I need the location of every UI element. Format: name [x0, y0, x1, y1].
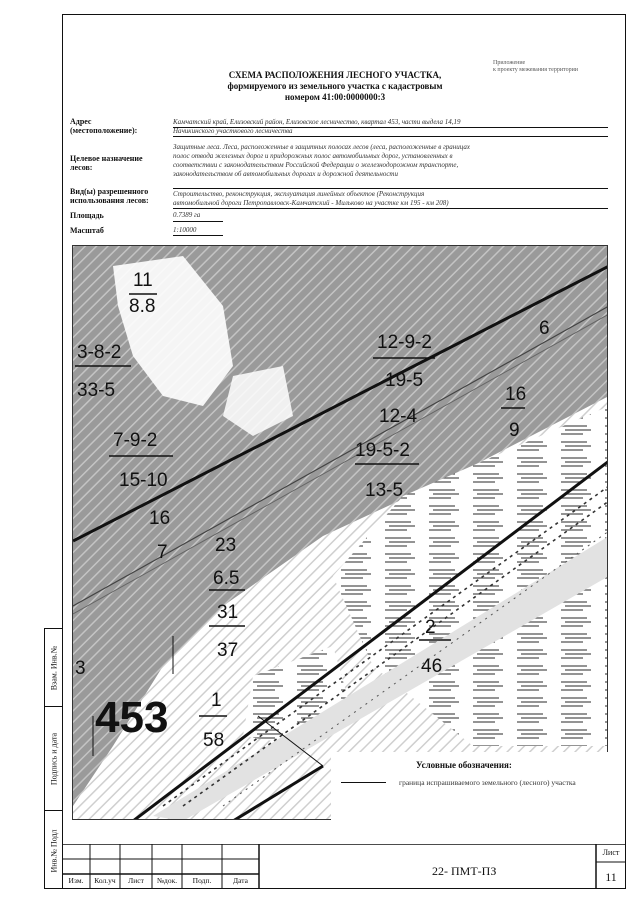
document-code: 22- ПМТ-ПЗ [432, 864, 497, 878]
purpose-value-line: законодательством об автомобильных дорогах и дорожной деятельности [173, 170, 398, 178]
address-label-line: Адрес [70, 117, 92, 126]
stand-label: 6.5 [213, 568, 240, 589]
side-stamp-strip [44, 628, 62, 889]
side-cell-label: Подпись и дата [49, 732, 58, 785]
address-label-line: (местоположение): [70, 126, 138, 135]
address-value-line: Камчатский край, Елизовский район, Елизовское лесничество, квартал 453, части выдела 14,19 [173, 118, 461, 126]
stand-label: 19-5 [385, 370, 424, 391]
use-value-line: Строительство, реконструкция, эксплуатация линейных объектов (Реконструкция [173, 190, 425, 198]
page-title [190, 70, 480, 103]
stand-label: 31 [217, 602, 239, 623]
scale-value: 1:10000 [173, 226, 197, 234]
sheet-number: 11 [605, 870, 617, 884]
purpose-label [70, 154, 143, 172]
stand-label: 15-10 [119, 470, 168, 491]
stand-label: 11 [133, 270, 153, 291]
underline [173, 188, 608, 189]
appendix-note [493, 60, 578, 74]
area-label: Площадь [70, 211, 104, 220]
stand-label: 3 [75, 658, 86, 679]
stamp-label-change: Изм. [68, 876, 84, 885]
purpose-value-line: соответствии с законодательством Российской Федерации о железнодорожном транспорте, [173, 161, 459, 169]
underline [173, 235, 223, 236]
use-label-line: Вид(ы) разрешенного [70, 187, 149, 196]
stamp-label-sheet: Лист [128, 876, 144, 885]
side-cell-label: Взам. Инв.№ [49, 645, 58, 690]
stand-label: 23 [215, 535, 237, 556]
address-value-line: Начикинского участкового лесничества [173, 127, 293, 135]
legend-item-text: граница испрашиваемого земельного (лесного) участка [399, 778, 576, 787]
use-label [70, 187, 149, 205]
stamp-label-count: Кол.уч [94, 876, 116, 885]
stand-label: 46 [421, 656, 443, 677]
stand-label: 16 [149, 508, 171, 529]
side-cell-signature [45, 707, 62, 811]
side-cell-replacement [45, 629, 62, 707]
stand-label: 58 [203, 730, 225, 751]
legend-title: Условные обозначения: [416, 760, 512, 770]
use-value-line: автомобильной дороги Петропавловск-Камчатский - Мильково на участке км 195 - км 208) [173, 199, 449, 207]
stand-label: 37 [217, 640, 239, 661]
title-block [62, 844, 626, 889]
stand-label: 3-8-2 [77, 342, 122, 363]
stand-label: 2 [425, 617, 436, 638]
underline [173, 127, 608, 128]
purpose-value-line: Защитные леса. Леса, расположенные в защитных полосах лесов (леса, расположенные в границах [173, 143, 470, 151]
sheet-label: Лист [602, 848, 620, 857]
stamp-label-date: Дата [233, 876, 248, 885]
stand-label: 12-4 [379, 406, 418, 427]
stand-label: 6 [539, 318, 550, 339]
appendix-line: Приложение [493, 60, 526, 66]
use-value [173, 190, 449, 208]
side-cell-label: Инв.№ Подл [49, 828, 58, 873]
title-line-3: номером 41:00:0000000:3 [284, 92, 386, 102]
use-label-line: использования лесов: [70, 196, 149, 205]
stand-label: 16 [505, 384, 527, 405]
address-label [70, 117, 137, 135]
purpose-label-line: Целевое назначение [70, 154, 143, 163]
stand-label: 7 [157, 542, 168, 563]
title-line-2: формируемого из земельного участка с кадастровым [227, 81, 443, 91]
legend-boundary-symbol [341, 782, 386, 783]
stamp-label-doc: №док. [156, 876, 178, 885]
stand-label: 33-5 [77, 380, 116, 401]
appendix-line: к проекту межевания территории [493, 67, 578, 73]
underline [173, 221, 223, 222]
stand-label: 7-9-2 [113, 430, 158, 451]
map-legend [331, 752, 608, 820]
stand-label: 9 [509, 420, 520, 441]
map-svg [73, 246, 608, 820]
stand-label: 13-5 [365, 480, 404, 501]
forest-map [72, 245, 608, 820]
purpose-value [173, 143, 470, 179]
underline [173, 136, 608, 137]
stamp-label-signature: Подп. [192, 876, 212, 885]
underline [173, 208, 608, 209]
stand-label: 19-5-2 [355, 440, 410, 461]
title-line-1: СХЕМА РАСПОЛОЖЕНИЯ ЛЕСНОГО УЧАСТКА, [228, 70, 442, 80]
purpose-value-line: полос отвода железных дорог и придорожных полос автомобильных дорог, установленных в [173, 152, 453, 160]
stand-label: 12-9-2 [377, 332, 432, 353]
area-value: 0.7389 га [173, 211, 201, 219]
scale-label: Масштаб [70, 226, 104, 235]
stand-label: 1 [211, 690, 222, 711]
stand-label: 8.8 [129, 296, 156, 317]
purpose-label-line: лесов: [70, 163, 93, 172]
side-cell-inventory [45, 811, 62, 890]
quarter-number: 453 [95, 693, 169, 742]
